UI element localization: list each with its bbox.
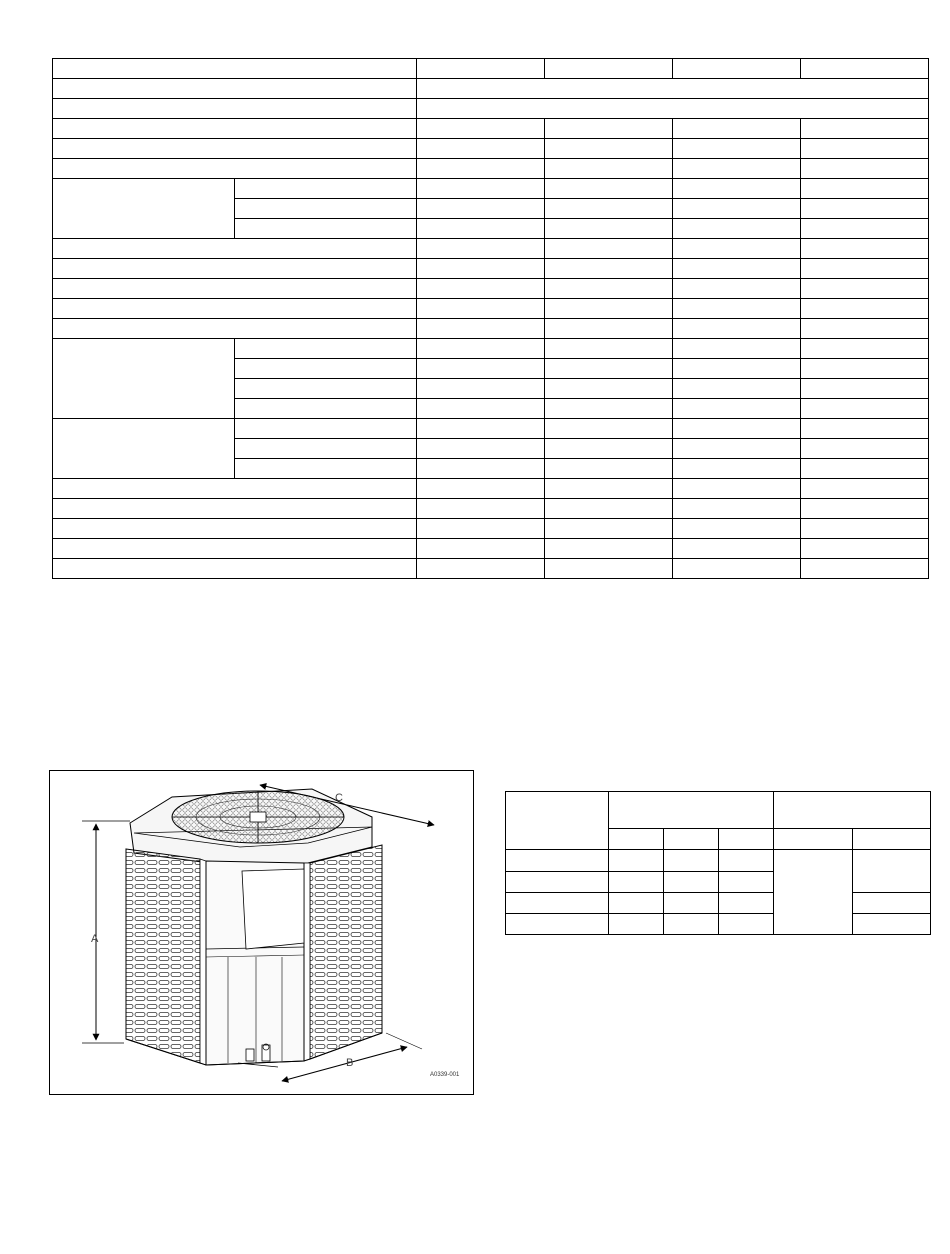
specifications-table (52, 58, 929, 579)
table-cell (53, 559, 417, 579)
table-cell (673, 279, 801, 299)
table-cell (673, 239, 801, 259)
figure-code: A0339-001 (430, 1072, 460, 1078)
table-cell (417, 359, 545, 379)
table-row (506, 914, 931, 935)
table-row (53, 79, 929, 99)
table-row (53, 279, 929, 299)
table-cell (235, 179, 417, 199)
table-cell (673, 459, 801, 479)
table-cell (673, 199, 801, 219)
table-row (53, 319, 929, 339)
table-cell (609, 872, 664, 893)
table-row (53, 179, 929, 199)
table-cell (417, 459, 545, 479)
table-cell (545, 519, 673, 539)
table-cell (719, 850, 774, 872)
table-row (53, 559, 929, 579)
table-cell (545, 379, 673, 399)
table-cell (417, 179, 545, 199)
table-cell (235, 219, 417, 239)
table-row (53, 259, 929, 279)
table-cell (417, 239, 545, 259)
dimensions-table (505, 791, 931, 935)
table-cell (545, 259, 673, 279)
table-cell (417, 419, 545, 439)
table-cell (673, 219, 801, 239)
table-cell (801, 179, 929, 199)
header-cell (774, 792, 931, 829)
table-cell (609, 914, 664, 935)
table-cell (664, 872, 719, 893)
table-cell (417, 199, 545, 219)
table-cell (545, 399, 673, 419)
table-cell (801, 219, 929, 239)
group-label-cell (53, 419, 235, 479)
table-cell (235, 399, 417, 419)
table-cell (53, 59, 417, 79)
table-cell (673, 339, 801, 359)
table-cell (545, 499, 673, 519)
table-cell (801, 239, 929, 259)
table-row (53, 499, 929, 519)
table-cell (801, 559, 929, 579)
table-cell (801, 479, 929, 499)
table-cell (417, 99, 929, 119)
table-cell (719, 893, 774, 914)
table-row (53, 159, 929, 179)
table-cell (664, 829, 719, 850)
table-cell (673, 59, 801, 79)
table-cell (53, 319, 417, 339)
table-cell (801, 299, 929, 319)
table-cell (719, 872, 774, 893)
table-cell (609, 893, 664, 914)
table-cell (417, 379, 545, 399)
table-cell (673, 499, 801, 519)
table-cell (673, 519, 801, 539)
table-cell (417, 299, 545, 319)
table-cell (417, 59, 545, 79)
table-cell (545, 559, 673, 579)
table-cell (506, 914, 609, 935)
table-cell (53, 259, 417, 279)
dimension-label-c: C (335, 792, 343, 804)
table-cell (417, 479, 545, 499)
table-cell (774, 829, 853, 850)
table-row (53, 419, 929, 439)
table-cell (235, 359, 417, 379)
table-cell (673, 359, 801, 379)
table-cell (235, 419, 417, 439)
table-cell (506, 850, 609, 872)
table-cell (235, 339, 417, 359)
table-cell (801, 459, 929, 479)
table-cell (235, 379, 417, 399)
table-row (53, 139, 929, 159)
table-cell (417, 539, 545, 559)
dimension-label-b: B (346, 1057, 354, 1069)
table-cell (801, 519, 929, 539)
header-cell (609, 792, 774, 829)
table-row (53, 59, 929, 79)
table-cell (545, 219, 673, 239)
table-cell (53, 139, 417, 159)
table-cell (673, 179, 801, 199)
group-label-cell (53, 179, 235, 239)
table-row (506, 893, 931, 914)
table-cell (673, 439, 801, 459)
table-cell (417, 219, 545, 239)
table-row (53, 519, 929, 539)
table-cell (53, 119, 417, 139)
table-cell (673, 119, 801, 139)
merged-cell (853, 850, 931, 893)
table-cell (673, 159, 801, 179)
table-cell (235, 439, 417, 459)
table-cell (609, 850, 664, 872)
table-cell (853, 914, 931, 935)
table-cell (417, 159, 545, 179)
table-cell (53, 539, 417, 559)
table-cell (53, 479, 417, 499)
table-cell (53, 99, 417, 119)
table-cell (853, 829, 931, 850)
table-cell (545, 59, 673, 79)
table-cell (673, 139, 801, 159)
table-cell (53, 299, 417, 319)
merged-cell (774, 850, 853, 935)
table-cell (545, 299, 673, 319)
table-row (506, 850, 931, 872)
table-cell (545, 199, 673, 219)
table-row (53, 539, 929, 559)
table-row (53, 479, 929, 499)
table-cell (801, 439, 929, 459)
table-row (53, 299, 929, 319)
table-cell (417, 279, 545, 299)
table-cell (545, 539, 673, 559)
table-cell (673, 559, 801, 579)
table-cell (417, 119, 545, 139)
table-cell (673, 539, 801, 559)
table-cell (545, 479, 673, 499)
table-row (53, 239, 929, 259)
table-cell (801, 539, 929, 559)
table-cell (417, 519, 545, 539)
table-cell (53, 239, 417, 259)
table-cell (417, 439, 545, 459)
table-cell (545, 419, 673, 439)
table-cell (673, 319, 801, 339)
table-cell (673, 419, 801, 439)
group-label-cell (53, 339, 235, 419)
table-cell (545, 439, 673, 459)
table-cell (235, 199, 417, 219)
table-cell (801, 119, 929, 139)
table-row (506, 792, 931, 829)
table-cell (545, 179, 673, 199)
table-cell (801, 259, 929, 279)
table-cell (53, 499, 417, 519)
table-cell (545, 279, 673, 299)
table-cell (506, 893, 609, 914)
table-cell (673, 479, 801, 499)
header-cell (506, 792, 609, 850)
table-cell (801, 139, 929, 159)
table-cell (801, 399, 929, 419)
table-cell (417, 259, 545, 279)
table-cell (664, 850, 719, 872)
table-cell (673, 259, 801, 279)
table-cell (673, 399, 801, 419)
table-cell (545, 339, 673, 359)
table-cell (545, 319, 673, 339)
dimension-label-a: A (91, 933, 99, 945)
table-cell (545, 239, 673, 259)
table-cell (545, 139, 673, 159)
table-cell (53, 279, 417, 299)
table-cell (417, 399, 545, 419)
table-cell (545, 159, 673, 179)
table-cell (853, 893, 931, 914)
table-cell (417, 79, 929, 99)
table-cell (801, 499, 929, 519)
table-row (53, 99, 929, 119)
table-cell (801, 379, 929, 399)
table-cell (801, 359, 929, 379)
table-cell (801, 279, 929, 299)
table-cell (417, 319, 545, 339)
table-cell (545, 459, 673, 479)
table-cell (417, 499, 545, 519)
table-row (53, 119, 929, 139)
condenser-unit-illustration (50, 771, 473, 1094)
table-cell (801, 419, 929, 439)
table-cell (545, 119, 673, 139)
table-cell (545, 359, 673, 379)
table-cell (673, 299, 801, 319)
table-cell (664, 893, 719, 914)
table-cell (801, 199, 929, 219)
table-cell (719, 914, 774, 935)
table-cell (53, 79, 417, 99)
table-cell (417, 139, 545, 159)
table-cell (801, 339, 929, 359)
table-cell (417, 559, 545, 579)
table-cell (801, 59, 929, 79)
unit-dimensions-figure (49, 770, 474, 1095)
table-cell (609, 829, 664, 850)
table-cell (801, 319, 929, 339)
table-cell (417, 339, 545, 359)
table-cell (664, 914, 719, 935)
table-cell (53, 519, 417, 539)
table-cell (506, 872, 609, 893)
table-cell (719, 829, 774, 850)
table-cell (235, 459, 417, 479)
table-row (53, 339, 929, 359)
table-cell (801, 159, 929, 179)
table-cell (53, 159, 417, 179)
table-cell (673, 379, 801, 399)
